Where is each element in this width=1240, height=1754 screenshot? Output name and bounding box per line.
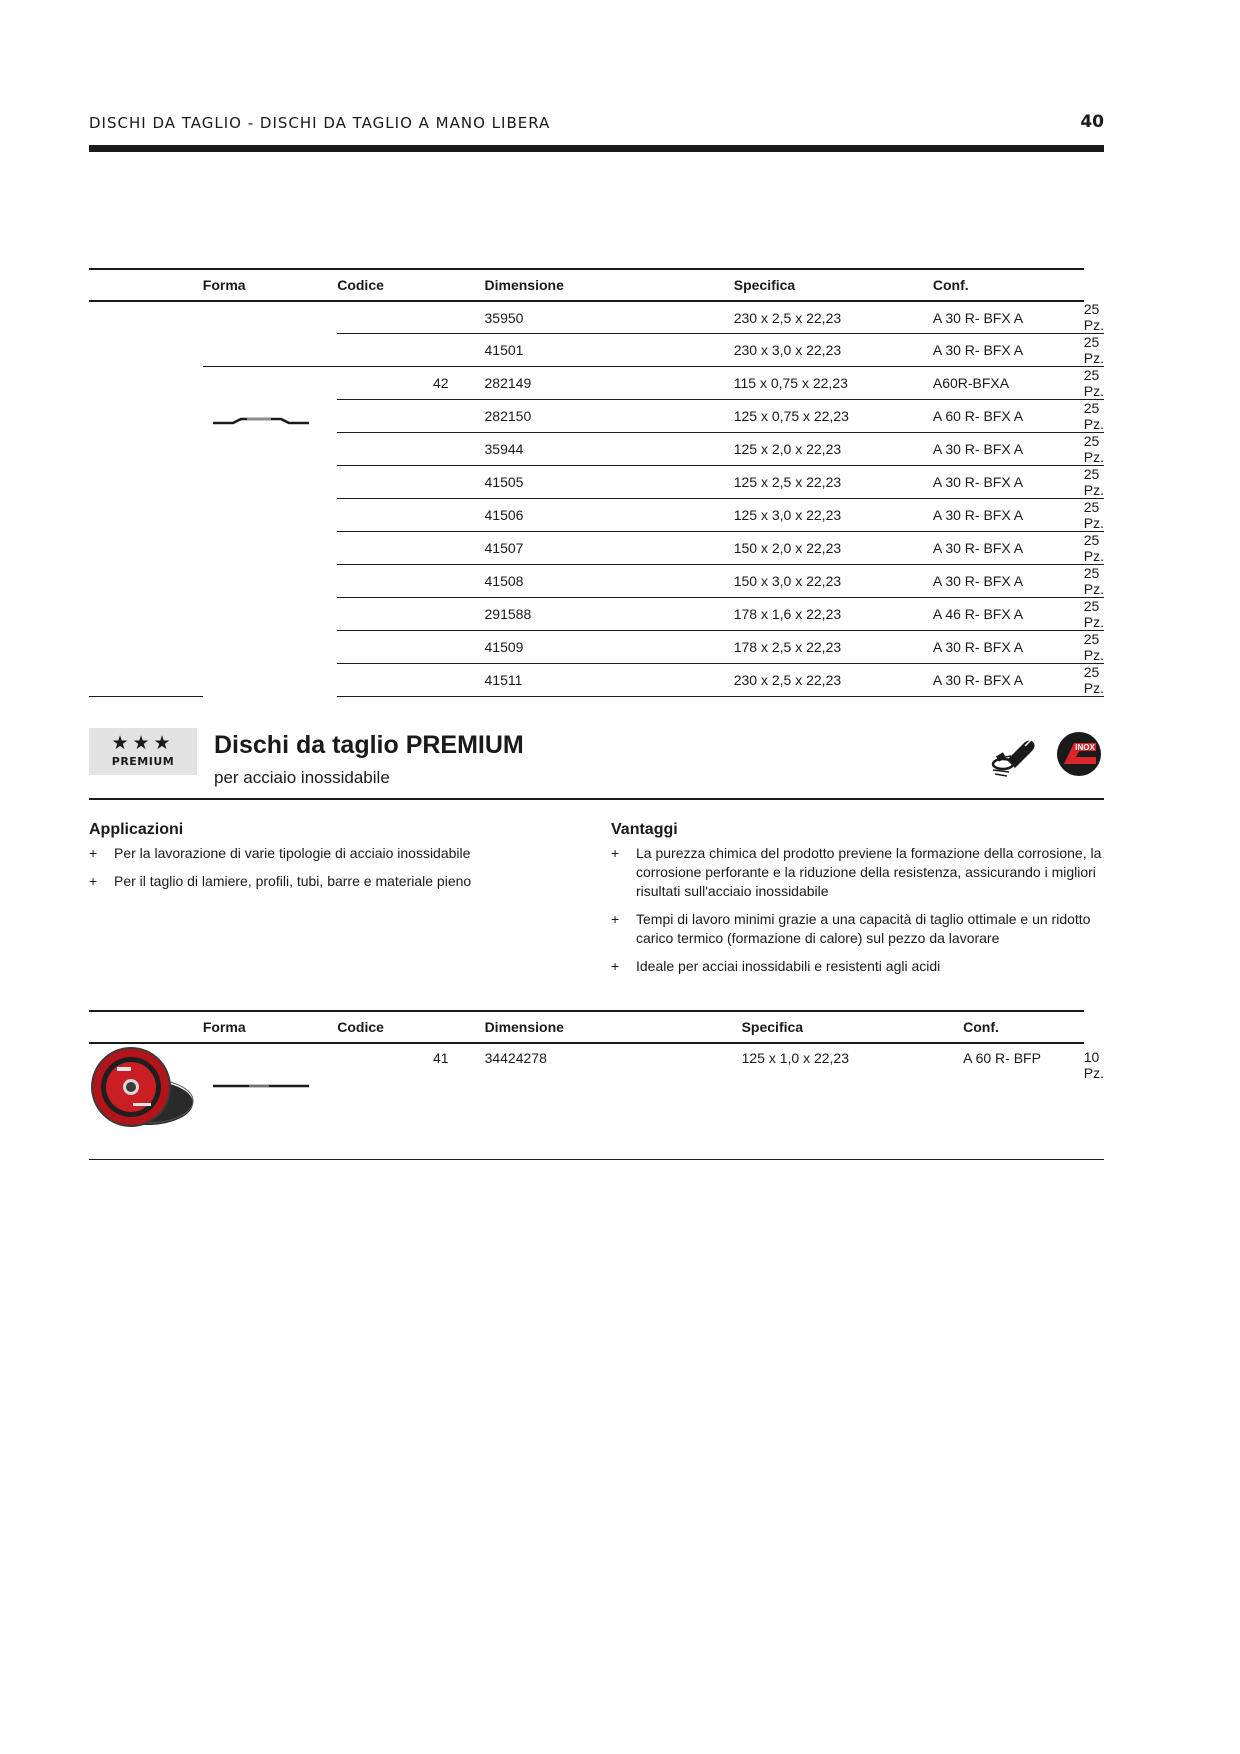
- specifica-cell: A 30 R- BFX A: [933, 499, 1084, 532]
- plus-bullet-icon: +: [611, 845, 620, 861]
- specifica-cell: A 46 R- BFX A: [933, 598, 1084, 631]
- dimensione-cell: 230 x 2,5 x 22,23: [734, 301, 933, 334]
- premium-section-header: [89, 728, 1104, 800]
- dimensione-cell: 150 x 3,0 x 22,23: [734, 565, 933, 598]
- product-table-standard: [89, 268, 1104, 697]
- inox-material-icon: [1056, 731, 1102, 777]
- angle-grinder-icon: [989, 730, 1039, 778]
- specifica-cell: A 60 R- BFP: [963, 1050, 1041, 1066]
- row-number: [337, 532, 484, 565]
- codice-cell: 282150: [485, 400, 734, 433]
- table-header-row: [89, 1011, 1104, 1043]
- disc-shape-cell: [203, 1043, 337, 1149]
- column-header-codice: Codice: [337, 1011, 484, 1043]
- column-header-codice: Codice: [337, 269, 484, 301]
- codice-cell: 34424278: [484, 1050, 547, 1066]
- section-subtitle: per acciaio inossidabile: [214, 768, 390, 787]
- column-header-conf: Conf.: [963, 1011, 1084, 1043]
- list-item: + Ideale per acciai inossidabili e resistenti agli acidi: [611, 958, 941, 974]
- row-number: [337, 433, 484, 466]
- row-number: [337, 631, 484, 664]
- conf-cell: 25 Pz.: [1083, 334, 1104, 366]
- column-header-dimensione: Dimensione: [485, 1011, 742, 1043]
- row-number: 42: [337, 367, 484, 400]
- bottom-rule: [89, 1159, 1104, 1160]
- specifica-cell: A 30 R- BFX A: [933, 631, 1084, 664]
- dimensione-cell: 230 x 3,0 x 22,23: [734, 334, 933, 367]
- codice-cell: 41511: [485, 664, 734, 697]
- plus-bullet-icon: +: [89, 873, 98, 889]
- dimensione-cell: 125 x 3,0 x 22,23: [734, 499, 933, 532]
- column-header-specifica: Specifica: [742, 1011, 964, 1043]
- list-item: + La purezza chimica del prodotto previene la formazione della corrosione, la corrosione perforante e la riduzione della resistenza, assicurando i migliori risultati sull'acciaio inossidabile: [611, 845, 1102, 899]
- dimensione-cell: 230 x 2,5 x 22,23: [734, 664, 933, 697]
- row-number: [337, 301, 484, 334]
- page-number: 40: [1080, 112, 1104, 132]
- conf-cell: 25 Pz.: [1083, 301, 1104, 333]
- column-header-forma: Forma: [203, 1011, 337, 1043]
- row-number: 41: [432, 1050, 449, 1066]
- specifica-cell: A 30 R- BFX A: [933, 466, 1084, 499]
- column-header-conf: Conf.: [933, 269, 1084, 301]
- column-header-dimensione: Dimensione: [485, 269, 734, 301]
- column-header-specifica: Specifica: [734, 269, 933, 301]
- codice-cell: 41501: [485, 334, 734, 367]
- codice-cell: 41509: [485, 631, 734, 664]
- dimensione-cell: 150 x 2,0 x 22,23: [734, 532, 933, 565]
- dimensione-cell: 125 x 1,0 x 22,23: [741, 1050, 850, 1066]
- codice-cell: 291588: [485, 598, 734, 631]
- specifica-cell: A 30 R- BFX A: [933, 532, 1084, 565]
- codice-cell: 35944: [485, 433, 734, 466]
- page-header-title: DISCHI DA TAGLIO - DISCHI DA TAGLIO A MANO LIBERA: [89, 114, 551, 132]
- vantaggi-list: [611, 844, 1104, 985]
- conf-cell: 25 Pz.: [1083, 565, 1104, 597]
- plus-bullet-icon: +: [611, 911, 620, 927]
- row-number: [337, 334, 484, 367]
- row-number: [337, 400, 484, 433]
- dimensione-cell: 125 x 0,75 x 22,23: [734, 400, 933, 433]
- header-rule: [89, 145, 1104, 152]
- conf-cell: 25 Pz.: [1083, 664, 1104, 696]
- section-title: Dischi da taglio PREMIUM: [214, 731, 524, 759]
- conf-cell: 10 Pz.: [1083, 1049, 1104, 1081]
- applicazioni-heading: Applicazioni: [89, 821, 184, 838]
- plus-bullet-icon: +: [89, 845, 98, 861]
- vantaggi-heading: Vantaggi: [611, 821, 678, 838]
- dimensione-cell: 125 x 2,0 x 22,23: [734, 433, 933, 466]
- codice-cell: 41505: [485, 466, 734, 499]
- dimensione-cell: 115 x 0,75 x 22,23: [734, 367, 933, 400]
- row-number: [337, 664, 484, 697]
- inox-label: INOX: [1075, 743, 1095, 752]
- row-number: [337, 565, 484, 598]
- dimensione-cell: 125 x 2,5 x 22,23: [734, 466, 933, 499]
- page-header: [89, 112, 1104, 134]
- row-number: [337, 466, 484, 499]
- conf-cell: 25 Pz.: [1083, 466, 1104, 498]
- specifica-cell: A 30 R- BFX A: [933, 301, 1084, 334]
- premium-badge-label: PREMIUM: [111, 755, 175, 768]
- plus-bullet-icon: +: [611, 958, 620, 974]
- disc-shape-cell: [203, 367, 337, 697]
- codice-cell: 41508: [485, 565, 734, 598]
- codice-cell: 41507: [485, 532, 734, 565]
- conf-cell: 25 Pz.: [1083, 433, 1104, 465]
- codice-cell: 35950: [485, 301, 734, 334]
- dimensione-cell: 178 x 2,5 x 22,23: [734, 631, 933, 664]
- specifica-cell: A 60 R- BFX A: [933, 400, 1084, 433]
- codice-cell: 41506: [485, 499, 734, 532]
- specifica-cell: A 30 R- BFX A: [933, 334, 1084, 367]
- conf-cell: 25 Pz.: [1083, 598, 1104, 630]
- row-number: [337, 499, 484, 532]
- dimensione-cell: 178 x 1,6 x 22,23: [734, 598, 933, 631]
- conf-cell: 25 Pz.: [1083, 532, 1104, 564]
- conf-cell: 25 Pz.: [1083, 631, 1104, 663]
- specifica-cell: A 30 R- BFX A: [933, 433, 1084, 466]
- table-row: [89, 367, 1104, 400]
- specifica-cell: A60R-BFXA: [933, 367, 1084, 400]
- table-row: [89, 1043, 1104, 1149]
- product-table-premium: [89, 1010, 1104, 1149]
- depressed-center-disc-profile-icon: [211, 411, 311, 431]
- column-header-forma: Forma: [203, 269, 337, 301]
- table-row: [89, 334, 1104, 367]
- table-row: [89, 301, 1104, 334]
- table-header-row: [89, 269, 1104, 301]
- specifica-cell: A 30 R- BFX A: [933, 664, 1084, 697]
- codice-cell: 282149: [485, 367, 734, 400]
- section-rule: [89, 798, 1104, 800]
- three-stars-icon: ★★★: [111, 733, 175, 754]
- flat-disc-profile-icon: [211, 1076, 311, 1096]
- conf-cell: 25 Pz.: [1083, 499, 1104, 531]
- premium-badge: [89, 728, 197, 775]
- specifica-cell: A 30 R- BFX A: [933, 565, 1084, 598]
- row-number: [337, 598, 484, 631]
- applicazioni-list: [89, 844, 559, 900]
- list-item: + Per la lavorazione di varie tipologie di acciaio inossidabile: [89, 845, 471, 861]
- conf-cell: 25 Pz.: [1083, 400, 1104, 432]
- conf-cell: 25 Pz.: [1083, 367, 1104, 399]
- cutting-disc-product-photo: [89, 1045, 197, 1133]
- list-item: + Tempi di lavoro minimi grazie a una capacità di taglio ottimale e un ridotto carico termico (formazione di calore) sul pezzo da lavorare: [611, 911, 1091, 946]
- list-item: + Per il taglio di lamiere, profili, tubi, barre e materiale pieno: [89, 873, 472, 889]
